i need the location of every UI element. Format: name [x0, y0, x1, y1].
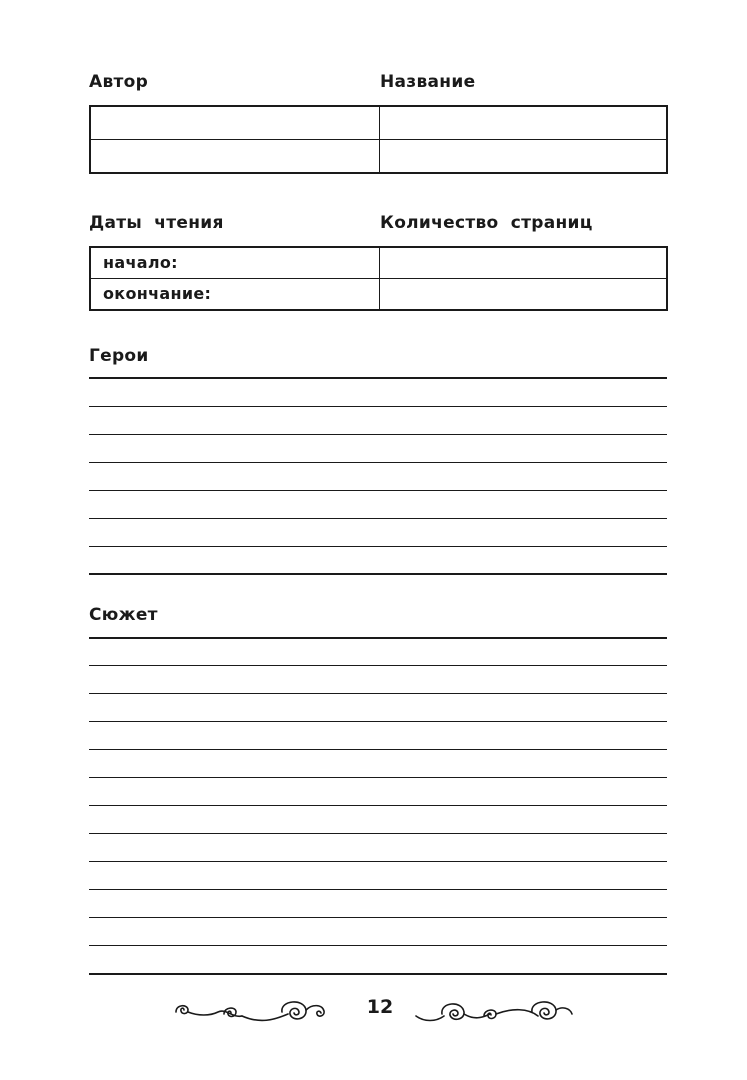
writing-line[interactable]: [89, 665, 667, 666]
right-swirl-ornament-icon: [412, 994, 577, 1030]
page-count-field-1[interactable]: [380, 248, 666, 278]
writing-line[interactable]: [89, 377, 667, 379]
writing-line[interactable]: [89, 889, 667, 890]
page-count-label: Количество страниц: [380, 213, 593, 233]
dates-pages-table: [89, 246, 668, 311]
title-field-2[interactable]: [380, 140, 666, 173]
heroes-label: Герои: [89, 346, 149, 366]
page-number: 12: [366, 996, 394, 1018]
writing-line[interactable]: [89, 777, 667, 778]
author-field-1[interactable]: [91, 107, 380, 139]
writing-line[interactable]: [89, 462, 667, 463]
writing-line[interactable]: [89, 805, 667, 806]
writing-line[interactable]: [89, 573, 667, 575]
writing-line[interactable]: [89, 861, 667, 862]
writing-line[interactable]: [89, 518, 667, 519]
author-title-table: [89, 105, 668, 174]
end-date-label: окончание:: [103, 283, 212, 303]
writing-line[interactable]: [89, 637, 667, 639]
writing-line[interactable]: [89, 546, 667, 547]
table-row: [91, 140, 666, 173]
start-date-label: начало:: [103, 252, 178, 272]
title-field-1[interactable]: [380, 107, 666, 139]
writing-line[interactable]: [89, 973, 667, 975]
table-row: [91, 279, 666, 310]
page-count-field-2[interactable]: [380, 279, 666, 310]
writing-line[interactable]: [89, 434, 667, 435]
writing-line[interactable]: [89, 490, 667, 491]
writing-line[interactable]: [89, 749, 667, 750]
writing-line[interactable]: [89, 833, 667, 834]
author-label: Автор: [89, 72, 149, 92]
table-row: [91, 248, 666, 279]
author-field-2[interactable]: [91, 140, 380, 173]
writing-line[interactable]: [89, 917, 667, 918]
writing-line[interactable]: [89, 406, 667, 407]
writing-line[interactable]: [89, 721, 667, 722]
table-row: [91, 107, 666, 140]
reading-dates-label: Даты чтения: [89, 213, 224, 233]
writing-line[interactable]: [89, 693, 667, 694]
end-date-field[interactable]: [91, 279, 380, 310]
start-date-field[interactable]: [91, 248, 380, 278]
title-label: Название: [380, 72, 476, 92]
plot-label: Сюжет: [89, 605, 158, 625]
left-swirl-ornament-icon: [172, 994, 332, 1030]
writing-line[interactable]: [89, 945, 667, 946]
